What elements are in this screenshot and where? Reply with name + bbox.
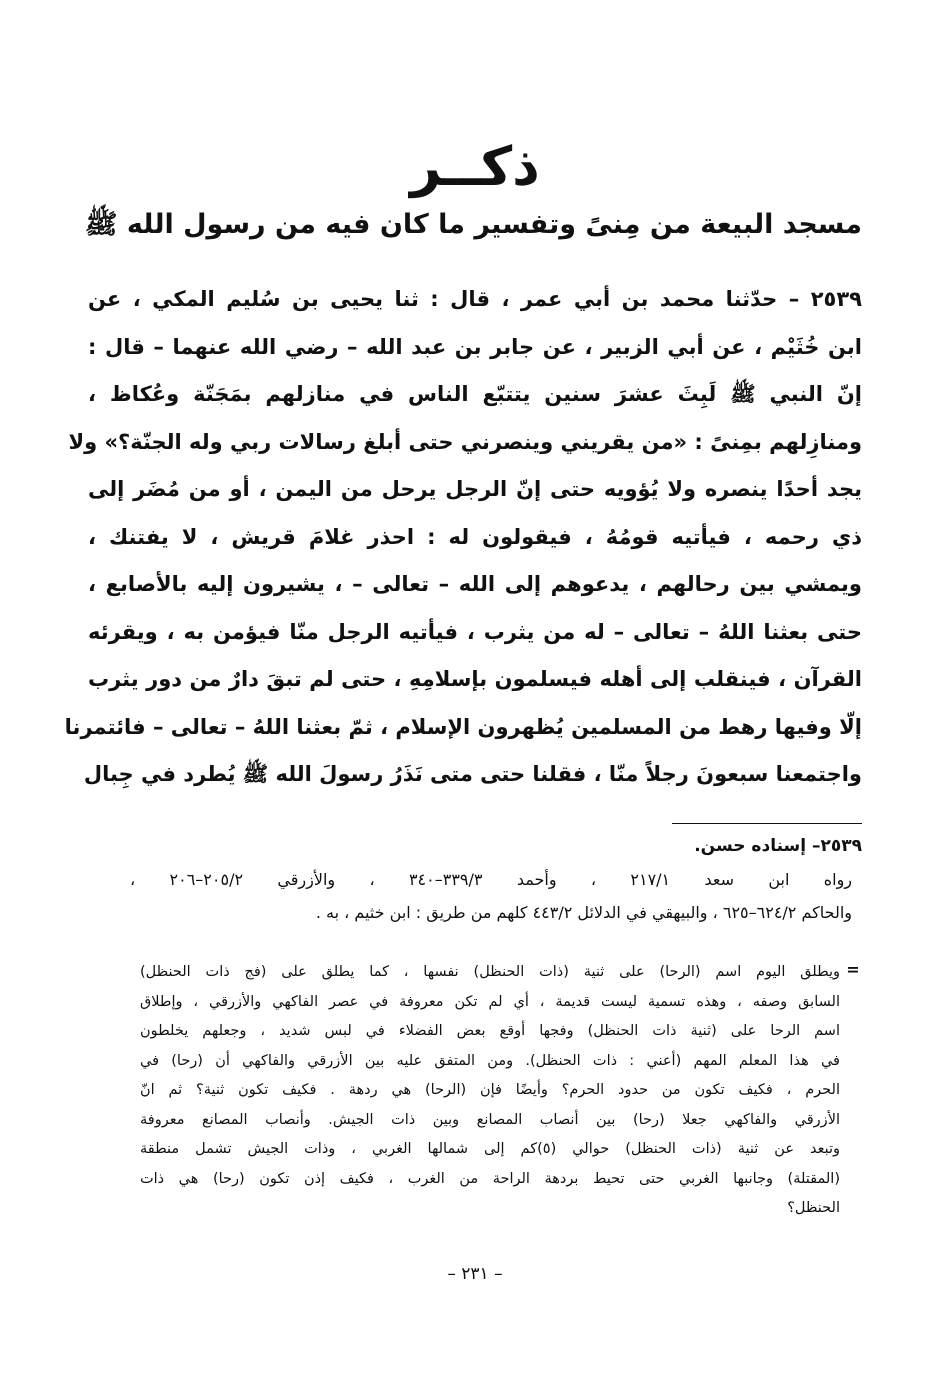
hadith-line: إلّا وفيها رهط من المسلمين يُظهرون الإسلام ، ثمّ بعثنا اللهُ – تعالى – فائتمرنا bbox=[64, 714, 862, 739]
footnote-line: الحنظل؟ bbox=[787, 1200, 840, 1216]
hadith-text bbox=[64, 276, 862, 799]
footnote-separator bbox=[672, 823, 862, 824]
footnote-line: الحرم ، فكيف تكون من حدود الحرم؟ وأيضًا فإن (الرحا) هي ردهة . فكيف تكون ثنية؟ ثم انّ bbox=[140, 1082, 840, 1098]
hadith-line: حتى بعثنا اللهُ – تعالى – له من يثرب ، فيأتيه الرجل منّا فيؤمن به ، ويقرئه bbox=[88, 619, 862, 644]
hadith-line: واجتمعنا سبعونَ رجلاً منّا ، فقلنا حتى متى نَذَرُ رسولَ الله ﷺ يُطرد في جِبال bbox=[83, 762, 862, 786]
isnad-grade: ٢٥٣٩– إسناده حسن. bbox=[694, 836, 862, 856]
hadith-line: إنّ النبي ﷺ لَبِثَ عشرَ سنين يتتبّع الناس في منازلهم بمَجَنّة وعُكاظ ، bbox=[88, 382, 862, 406]
hadith-line: ويمشي بين رحالهم ، يدعوهم إلى الله – تعالى – ، يشيرون إليه بالأصابع ، bbox=[88, 572, 862, 596]
footnote-line: السابق وصفه ، وهذه تسمية ليست قديمة ، أي لم تكن معروفة في عصر الفاكهي والأزرقي ، وإطلاق bbox=[140, 993, 840, 1010]
hadith-line: القرآن ، فينقلب إلى أهله فيسلمون بإسلامِهِ ، حتى لم تبقَ دارٌ من دور يثرب bbox=[88, 667, 862, 691]
section-heading-word: ذكــر bbox=[410, 135, 540, 198]
footnote-line: ويطلق اليوم اسم (الرحا) على ثنية (ذات الحنظل) نفسها ، كما يطلق على (فج ذات الحنظل) bbox=[140, 964, 840, 980]
hadith-line: ابن خُثَيْم ، عن أبي الزبير ، عن جابر بن عبد الله – رضي الله عنهما – قال : bbox=[88, 334, 862, 359]
footnote-line: اسم الرحا على (ثنية ذات الحنظل) وفجها أوقع بعض الفضلاء في لبس شديد ، وجعلهم يخلطون bbox=[140, 1023, 840, 1039]
hadith-line: يجد أحدًا ينصره ولا يُؤويه حتى إنّ الرجل يرحل من اليمن ، أو من مُضَر إلى bbox=[88, 477, 862, 501]
hadith-line: ذي رحمه ، فيأتيه قومُهُ ، فيقولون له : احذر غلامَ قريش ، لا يفتنك ، bbox=[88, 524, 862, 549]
footnote-line: وتبعد عن ثنية (ذات الحنظل) حوالي (٥)كم إلى شمالها الغربي ، وذات الجيش تشمل منطقة bbox=[140, 1141, 840, 1157]
footnote-continuation-marker: = bbox=[846, 960, 860, 979]
source-line: رواه ابن سعد ٢١٧/١ ، وأحمد ٣٣٩/٣–٣٤٠ ، والأزرقي ٢٠٥/٢–٢٠٦ ، bbox=[130, 870, 853, 889]
footnote-line: الأزرقي والفاكهي جعلا (رحا) بين أنصاب المصانع وبين ذات الجيش. وأنصاب المصانع معروفة bbox=[140, 1111, 840, 1128]
footnote-line: في هذا المعلم المهم (أعني : ذات الحنظل). ومن المتفق عليه بين الأزرقي والفاكهي أن (رحا) في bbox=[140, 1052, 840, 1069]
hadith-line: ومنازِلهم بمِنىً : «من يقريني وينصرني حتى أبلغ رسالات ربي وله الجنّة؟» ولا bbox=[68, 429, 862, 454]
source-line: والحاكم ٦٢٤/٢–٦٢٥ ، والبيهقي في الدلائل ٤٤٣/٢ كلهم من طريق : ابن خثيم ، به . bbox=[315, 903, 852, 922]
footnote-line: (المقتلة) وجانبها الغربي حتى تحيط بردهة الراحة من الغرب ، فكيف إذن تكون (رحا) هي ذات bbox=[140, 1170, 840, 1187]
hadith-line: ٢٥٣٩ – حدّثنا محمد بن أبي عمر ، قال : ثنا يحيى بن سُليم المكي ، عن bbox=[88, 287, 862, 311]
hadith-notes bbox=[130, 830, 862, 929]
page-number: – ٢٣١ – bbox=[447, 1264, 503, 1284]
footnote bbox=[140, 958, 840, 1224]
section-title: مسجد البيعة من مِنىً وتفسير ما كان فيه من رسول الله ﷺ bbox=[84, 209, 862, 240]
